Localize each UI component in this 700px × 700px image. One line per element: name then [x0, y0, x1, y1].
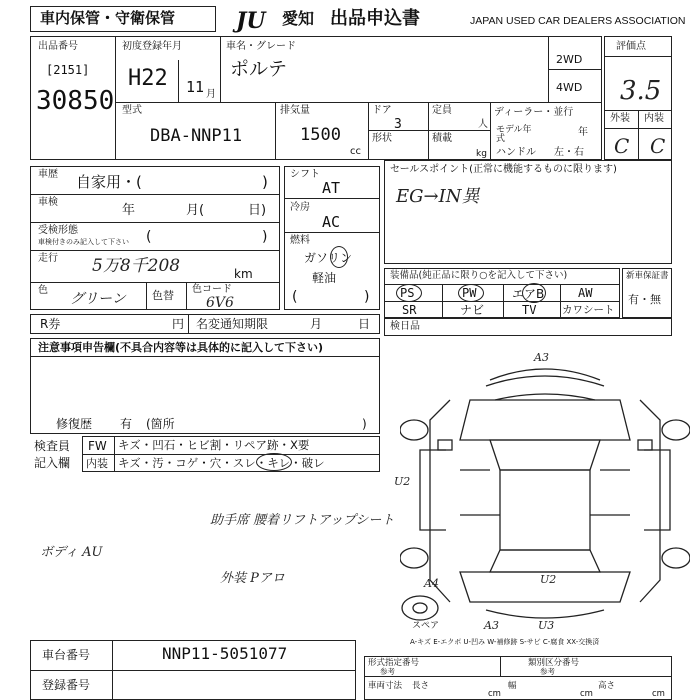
equipment-label: 装備品(純正品に限り○を記入して下さい): [390, 270, 568, 281]
chassis-value: NNP11-5051077: [162, 644, 288, 663]
inspector-fw-label: FW: [88, 439, 107, 453]
model-year-unit: 年: [578, 127, 588, 138]
inspection-form-label: 受検形態: [38, 225, 78, 236]
dims-width-cm: cm: [580, 689, 593, 699]
mileage-label: 走行: [38, 253, 58, 264]
lot-small-code: [2151]: [46, 63, 90, 77]
handwritten-note-1: 助手席 腰着リフトアップシート: [210, 513, 395, 528]
equip-pw-circle: [458, 284, 484, 302]
lot-number: 30850: [36, 86, 115, 116]
inspector-label-1: 検査員: [34, 439, 71, 453]
chassis-label: 車台番号: [42, 648, 91, 662]
inspection-form-note: 車検付きのみ記入して下さい: [38, 238, 129, 246]
fuel-paren-close: ): [364, 289, 370, 305]
color-label: 色: [38, 285, 48, 296]
aircon-label: 冷房: [290, 202, 310, 213]
registration-year: H22: [128, 66, 168, 91]
lot-label: 出品番号: [38, 41, 78, 52]
shift-value: AT: [322, 179, 341, 197]
equip-sr: SR: [402, 303, 417, 317]
equip-tv: TV: [522, 303, 537, 317]
damage-mark-a3-rear: A3: [484, 619, 499, 632]
equip-wagon-seat: カワシート: [562, 304, 615, 316]
dims-width: 幅: [508, 681, 517, 691]
equip-navi: ナビ: [460, 303, 485, 317]
inspection-form-paren: (: [146, 229, 152, 245]
inspector-interior-label: 内装: [86, 457, 108, 470]
inspection-day: 日): [248, 203, 267, 218]
tax-notice-label: 名変通知期限: [196, 317, 269, 331]
model-value: DBA-NNP11: [150, 126, 243, 146]
tax-notice-month: 月: [310, 317, 323, 331]
inspection-label: 車検: [38, 197, 58, 208]
score-interior: C: [650, 134, 666, 158]
score-exterior-label: 外装: [610, 113, 630, 124]
repair-label: 修復歴: [56, 417, 93, 431]
capacity-label: 定員: [432, 105, 452, 116]
load-label: 積載: [432, 133, 452, 144]
score-interior-label: 内装: [644, 113, 664, 124]
dims-length: 長さ: [412, 681, 430, 691]
shift-label: シフト: [290, 169, 320, 180]
model-label: 型式: [122, 105, 142, 116]
aircon-value: AC: [322, 213, 341, 231]
doors-value: 3: [394, 117, 402, 132]
fuel-gasoline: ガソリン: [304, 251, 353, 265]
load-unit: kg: [476, 149, 487, 159]
color-value: グリーン: [70, 291, 126, 307]
drive-4wd: 4WD: [556, 81, 583, 94]
ju-logo: JU: [236, 8, 266, 34]
repair-value: 有: [120, 417, 133, 431]
displacement-unit: cc: [350, 146, 361, 157]
dealer-label: ディーラー・並行: [494, 107, 574, 118]
new-warranty-label: 新車保証書: [626, 271, 669, 281]
history-label: 車歴: [38, 169, 58, 180]
damage-mark-a3-front: A3: [534, 351, 549, 364]
history-value: 自家用・(: [76, 173, 142, 191]
doors-label: ドア: [372, 105, 392, 116]
equip-pw: PW: [462, 286, 477, 300]
notes-label: 注意事項申告欄(不具合内容等は具体的に記入して下さい): [38, 341, 324, 354]
capacity-unit: 人: [478, 119, 488, 130]
recycle-label: R券: [40, 317, 61, 331]
dims-height-cm: cm: [652, 689, 665, 699]
mileage-value: 5万8千208: [92, 256, 181, 276]
inspector-interior-text: キズ・汚・コゲ・穴・スレ・キレ・破レ: [118, 456, 325, 470]
recycle-unit: 円: [172, 317, 185, 331]
inspection-form-close: ): [262, 229, 268, 245]
score-label: 評価点: [616, 41, 646, 52]
repair-place: (箇所: [146, 417, 175, 431]
damage-legend: A-キズ E-エクボ U-凹み W-補修跡 S-サビ C-腐食 XX-交換済: [410, 638, 600, 646]
new-warranty-value: 有・無: [628, 293, 661, 306]
inspection-date-label: 検日品: [390, 321, 420, 332]
kind-ref: 参考: [380, 667, 395, 676]
damage-mark-u2-rear: U2: [540, 573, 557, 586]
damage-mark-u2-left: U2: [394, 475, 411, 488]
association-name: JAPAN USED CAR DEALERS ASSOCIATION: [470, 15, 686, 27]
dims-length-cm: cm: [488, 689, 501, 699]
equip-airbag: エアB: [512, 287, 545, 301]
drive-2wd: 2WD: [556, 53, 583, 66]
handwritten-note-3: 外装 Pアロ: [220, 571, 285, 586]
interior-sure-circle: [256, 453, 292, 471]
registration-no-label: 登録番号: [42, 678, 91, 692]
score-exterior: C: [614, 134, 630, 158]
color-code: 6V6: [206, 295, 234, 311]
category-label: 類別区分番号: [528, 658, 580, 668]
category-ref: 参考: [540, 667, 555, 676]
damage-mark-a4-rear: A4: [424, 577, 439, 590]
dims-label: 車両寸法: [368, 681, 403, 691]
color-change-label: 色替: [152, 289, 174, 302]
storage-notice: 車内保管・守衛保管: [40, 9, 176, 27]
mileage-unit: km: [234, 267, 253, 281]
car-name-value: ポルテ: [230, 58, 288, 80]
sales-point-label: セールスポイント(正常に機能するものに限ります): [390, 164, 617, 175]
dims-height: 高さ: [598, 681, 616, 691]
fuel-diesel: 軽油: [312, 271, 337, 285]
equip-ps: PS: [400, 286, 415, 300]
displacement-label: 排気量: [280, 105, 310, 116]
color-code-label: 色コード: [192, 284, 232, 295]
damage-mark-u3-rear: U3: [538, 619, 555, 632]
sales-point-block: [384, 160, 672, 264]
inspection-date-box: [384, 318, 672, 336]
handle-label: ハンドル: [496, 147, 536, 158]
fuel-paren-open: (: [292, 289, 298, 305]
history-close: ): [262, 173, 268, 191]
inspector-label-2: 記入欄: [34, 456, 71, 470]
handwritten-note-2: ボディ AU: [40, 545, 103, 560]
kind-label: 形式指定番号: [368, 658, 420, 668]
equip-ps-circle: [396, 284, 422, 302]
inspector-fw-text: キズ・凹石・ヒビ割・リペア跡・X要: [118, 438, 310, 452]
form-title: 出品申込書: [330, 8, 420, 29]
handle-options: 左・右: [554, 147, 584, 158]
registration-month: 11: [186, 78, 205, 96]
registration-month-unit: 月: [206, 89, 216, 100]
equip-airbag-circle: [522, 283, 546, 303]
inspection-month: 月(: [186, 203, 205, 218]
equip-aw: AW: [578, 286, 593, 300]
shape-label: 形状: [372, 133, 392, 144]
car-name-label: 車名・グレード: [226, 41, 296, 52]
tax-notice-day: 日: [358, 317, 371, 331]
car-diagram: [400, 340, 690, 630]
spare-label: スペア: [412, 621, 440, 631]
inspection-year: 年: [122, 203, 136, 218]
sales-point-value: EG→IN異: [396, 186, 480, 207]
repair-close: ): [362, 417, 367, 431]
score-value: 3.5: [620, 76, 662, 106]
model-year-label: モデル年式: [496, 125, 532, 144]
registration-label: 初度登録年月: [122, 41, 182, 52]
fuel-selected-circle: [330, 246, 348, 268]
org-name: 愛知: [282, 9, 315, 28]
displacement-value: 1500: [300, 125, 341, 145]
fuel-label: 燃料: [290, 235, 310, 246]
